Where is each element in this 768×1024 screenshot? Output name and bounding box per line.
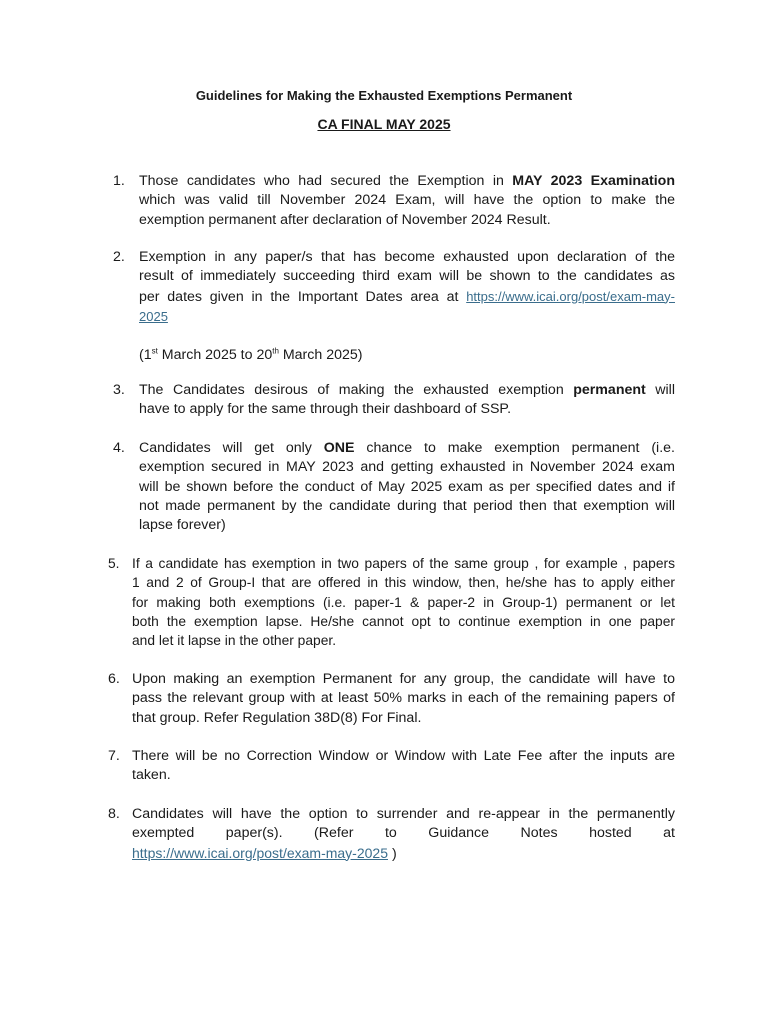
item-number: 8.	[108, 806, 120, 822]
item-number: 4.	[113, 440, 125, 456]
document-title: Guidelines for Making the Exhausted Exemptions Permanent	[195, 88, 573, 103]
item-number: 7.	[108, 748, 120, 764]
date-range: (1st March 2025 to 20th March 2025)	[139, 346, 363, 364]
item-number: 5.	[108, 556, 120, 571]
item-number: 2.	[113, 249, 125, 265]
document-page: Guidelines for Making the Exhausted Exemptions Permanent CA FINAL MAY 2025 1. Those candidates who had secured the Exemption in MAY 2023 Examination which was valid till November 2024 Exam, will have the option to make the exemption permanent after declaration of November 2024 Result. 2. Exemption in any paper/s that has become exhausted upon declaration of the result of immediately succeeding third exam will be shown to the candidates as per dates given in the Important Dates area at https://www.icai.org/post/exam-may- 2025 (1st March 2025 to 20th March 2025) 3. The Candidates desirous of making the exhausted exemption permanent will have to apply for the same through their dashboard of SSP. 4. Candidates will get only ONE chance to make exemption permanent (i.e. exemption secured in MAY 2023 and getting exhausted in November 2024 exam will be shown before the conduct of May 2025 exam as per specified dates and if not made permanent by the candidate during that period then that exemption will lapse forever) 5. If a candidate has exemption in two papers of the same group , for example , papers 1 and 2 of Group-I that are offered in this window, then, he/she has to apply either for making both exemptions (i.e. paper-1 & paper-2 in Group-1) permanent or let both the exemption lapse. He/she cannot opt to continue exemption in one paper and let it lapse in the other paper. 6. Upon making an exemption Permanent for any group, the candidate will have to pass the relevant group with at least 50% marks in each of the remaining papers of that group. Refer Regulation 38D(8) For Final. 7. There will be no Correction Window or Window with Late Fee after the inputs are taken. 8. Candidates will have the option to surrender and re-appear in the permanently exempted paper(s). (Refer to Guidance Notes hosted at https://www.icai.org/post/exam-may-2025 )	[0, 0, 768, 1024]
item-number: 1.	[113, 173, 125, 189]
exam-link[interactable]: https://www.icai.org/post/exam-may-	[466, 288, 675, 304]
exam-link-continued[interactable]: 2025	[139, 308, 168, 324]
document-subtitle: CA FINAL MAY 2025	[317, 116, 451, 132]
guidance-notes-link[interactable]: https://www.icai.org/post/exam-may-2025	[132, 844, 388, 861]
item-number: 3.	[113, 382, 125, 398]
item-number: 6.	[108, 671, 120, 687]
